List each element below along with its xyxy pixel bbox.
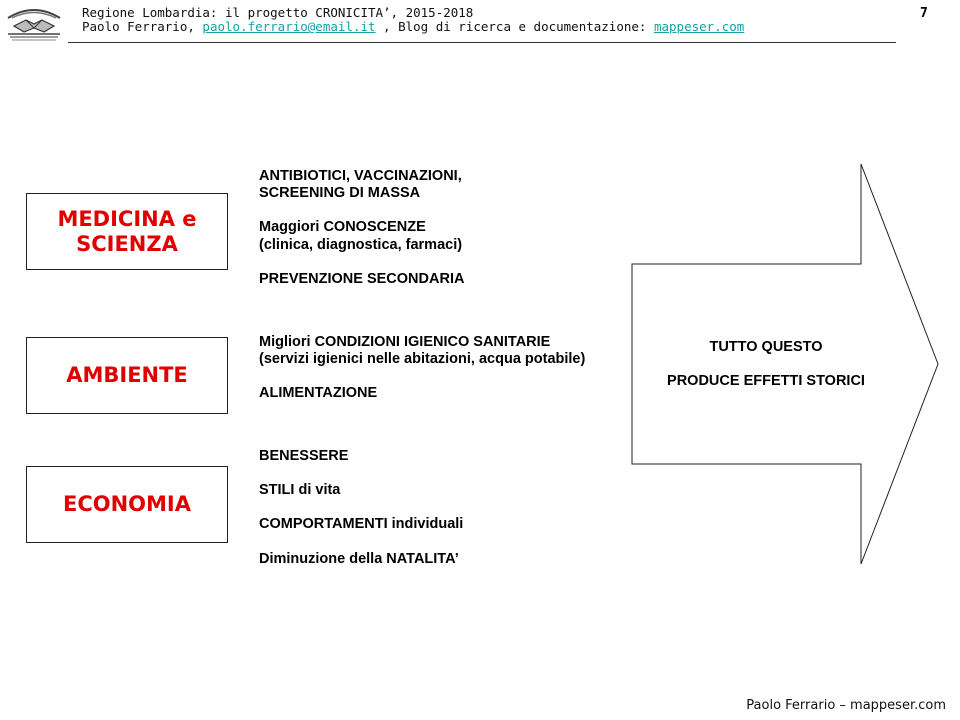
arrow-text-line2: PRODUCE EFFETTI STORICI	[667, 373, 865, 389]
header-author: Paolo Ferrario,	[82, 19, 195, 34]
header-title: Regione Lombardia: il progetto CRONICITA’, 2015-2018	[82, 5, 474, 20]
list-item: ALIMENTAZIONE	[259, 385, 378, 401]
list-item: Migliori CONDIZIONI IGIENICO SANITARIE	[259, 334, 551, 350]
list-item: COMPORTAMENTI individuali	[259, 516, 464, 532]
category-label: ECONOMIA	[63, 492, 191, 516]
email-link[interactable]: paolo.ferrario@email.it	[202, 19, 376, 34]
arrow-text-line1: TUTTO QUESTO	[709, 339, 823, 355]
header-blog-label: , Blog di ricerca e documentazione:	[375, 19, 647, 34]
category-label: SCIENZA	[76, 231, 178, 256]
category-label: MEDICINA e	[57, 206, 197, 231]
site-link[interactable]: mappeser.com	[653, 19, 745, 34]
footer-credit: Paolo Ferrario – mappeser.com	[746, 698, 946, 713]
list-item: (servizi igienici nelle abitazioni, acqua potabile)	[259, 351, 586, 367]
list-item: STILI di vita	[259, 482, 341, 498]
page-number: 7	[920, 6, 928, 21]
list-item: BENESSERE	[259, 448, 349, 464]
list-item: ANTIBIOTICI, VACCINAZIONI,	[259, 168, 462, 184]
list-item: PREVENZIONE SECONDARIA	[259, 271, 465, 287]
list-item: (clinica, diagnostica, farmaci)	[259, 237, 463, 253]
list-item: Maggiori CONOSCENZE	[259, 219, 426, 235]
category-label: AMBIENTE	[66, 363, 188, 387]
list-item: Diminuzione della NATALITA’	[259, 551, 459, 567]
list-item: SCREENING DI MASSA	[259, 185, 421, 201]
